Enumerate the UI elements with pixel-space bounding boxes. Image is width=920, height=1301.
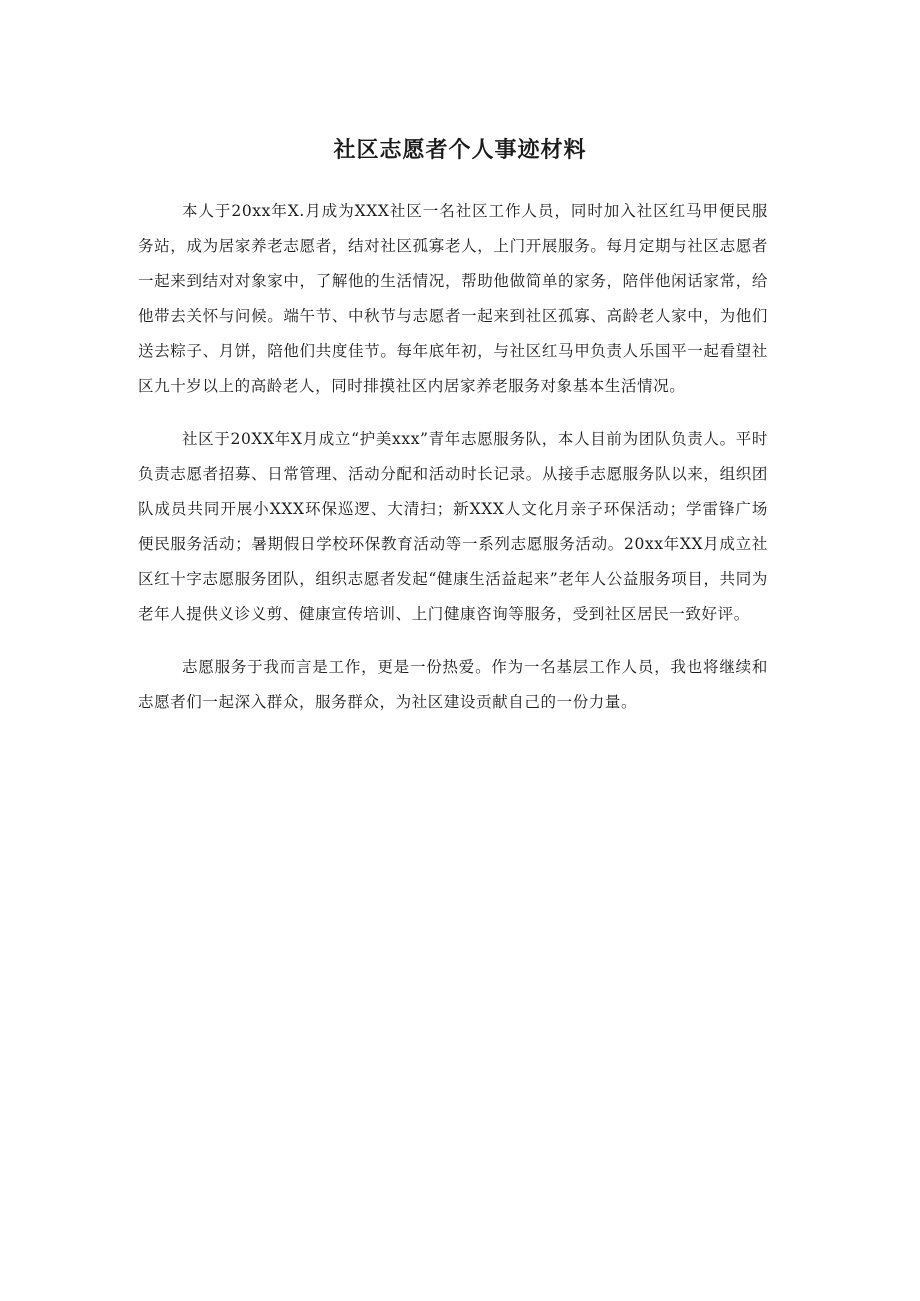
paragraph-3: 志愿服务于我而言是工作，更是一份热爱。作为一名基层工作人员，我也将继续和志愿者们一起深入群众，服务群众，为社区建设贡献自己的一份力量。 <box>138 658 768 711</box>
document-body <box>138 194 768 738</box>
paragraph-2: 社区于20XX年X月成立“护美xxx”青年志愿服务队，本人目前为团队负责人。平时负责志愿者招募、日常管理、活动分配和活动时长记录。从接手志愿服务队以来，组织团队成员共同开展小XXX环保巡逻、大清扫；新XXX人文化月亲子环保活动；学雷锋广场便民服务活动；暑期假日学校环保教育活动等一系列志愿服务活动。20xx年XX月成立社区红十字志愿服务团队，组织志愿者发起“健康生活益起来”老年人公益服务项目，共同为老年人提供义诊义剪、健康宣传培训、上门健康咨询等服务，受到社区居民一致好评。 <box>138 430 768 623</box>
paragraph-1: 本人于20xx年X.月成为XXX社区一名社区工作人员，同时加入社区红马甲便民服务站，成为居家养老志愿者，结对社区孤寡老人，上门开展服务。每月定期与社区志愿者一起来到结对对象家中，了解他的生活情况，帮助他做简单的家务，陪伴他闲话家常，给他带去关怀与问候。端午节、中秋节与志愿者一起来到社区孤寡、高龄老人家中，为他们送去粽子、月饼，陪他们共度佳节。每年底年初，与社区红马甲负责人乐国平一起看望社区九十岁以上的高龄老人，同时排摸社区内居家养老服务对象基本生活情况。 <box>138 202 768 395</box>
document-title: 社区志愿者个人事迹材料 <box>333 138 587 163</box>
